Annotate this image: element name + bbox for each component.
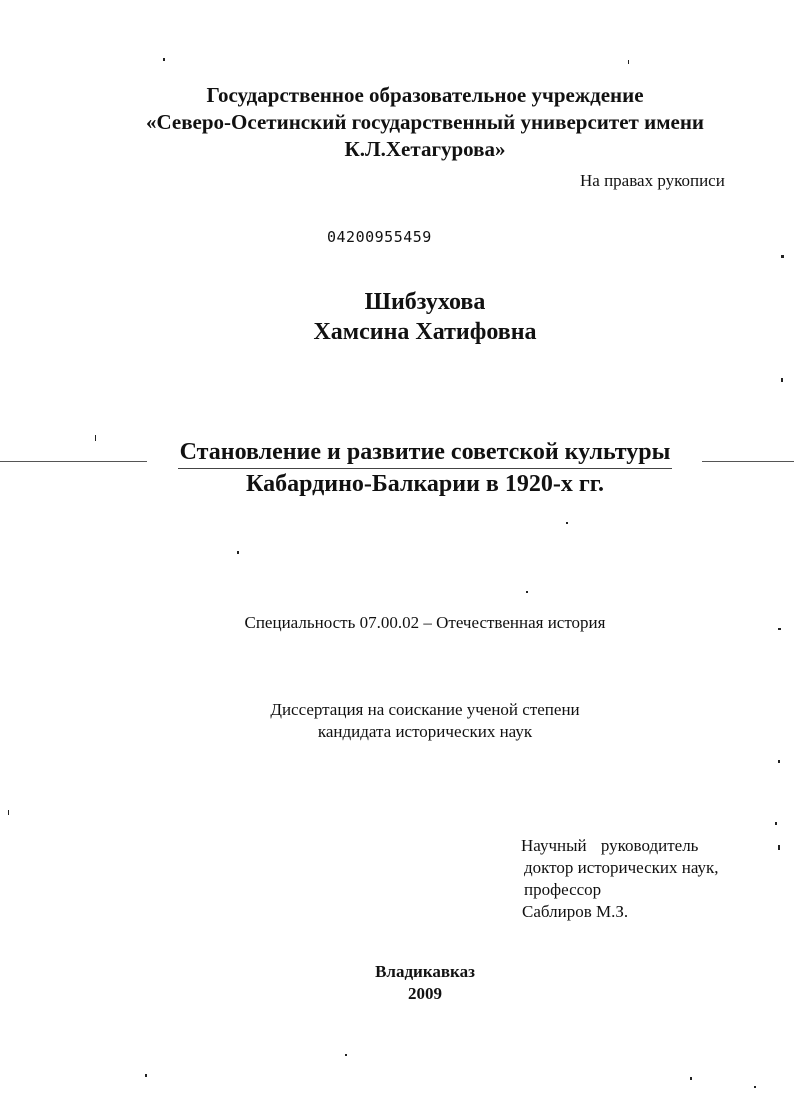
advisor-rank: профессор bbox=[524, 880, 602, 899]
scan-speck bbox=[8, 810, 9, 815]
footer-year: 2009 bbox=[408, 984, 442, 1003]
scan-speck bbox=[781, 255, 784, 258]
specialty: Специальность 07.00.02 – Отечественная история bbox=[244, 613, 606, 632]
institution-line-2: «Северо-Осетинский государственный университет имени bbox=[145, 110, 705, 134]
dissertation-title bbox=[0, 437, 794, 500]
institution-header bbox=[0, 82, 794, 163]
scan-speck bbox=[778, 628, 781, 630]
author-block bbox=[0, 287, 794, 347]
institution-line-3: К.Л.Хетагурова» bbox=[344, 137, 506, 161]
scan-speck bbox=[345, 1054, 347, 1056]
author-surname: Шибзухова bbox=[364, 289, 486, 315]
scan-speck bbox=[754, 1086, 756, 1088]
scan-speck bbox=[566, 522, 568, 524]
footer-city: Владикавказ bbox=[375, 962, 475, 981]
advisor-degree: доктор исторических наук, bbox=[524, 858, 719, 877]
title-line-2: Кабардино-Балкарии в 1920-х гг. bbox=[246, 471, 604, 497]
degree-line-2: кандидата исторических наук bbox=[317, 722, 533, 741]
institution-line-1: Государственное образовательное учреждение bbox=[206, 83, 644, 107]
document-code: 04200955459 bbox=[327, 228, 432, 246]
scan-speck bbox=[690, 1077, 692, 1080]
author-given-names: Хамсина Хатифовна bbox=[313, 319, 537, 345]
scan-speck bbox=[778, 760, 780, 763]
title-line-1: Становление и развитие советской культуры bbox=[178, 437, 673, 469]
scan-speck bbox=[163, 58, 165, 61]
footer-block bbox=[0, 961, 794, 1005]
scan-speck bbox=[775, 822, 777, 825]
scan-speck bbox=[95, 435, 96, 441]
scan-speck bbox=[237, 551, 239, 554]
manuscript-rights-note: На правах рукописи bbox=[580, 171, 725, 190]
degree-statement bbox=[0, 699, 794, 743]
scientific-advisor bbox=[521, 835, 719, 923]
scan-speck bbox=[628, 60, 629, 64]
degree-line-1: Диссертация на соискание ученой степени bbox=[270, 700, 580, 719]
scan-speck bbox=[145, 1074, 147, 1077]
advisor-name: Саблиров М.З. bbox=[522, 902, 629, 921]
scan-speck bbox=[781, 378, 783, 382]
advisor-role: Научный руководитель bbox=[521, 836, 699, 855]
scan-speck bbox=[526, 591, 528, 593]
scan-speck bbox=[778, 845, 780, 850]
